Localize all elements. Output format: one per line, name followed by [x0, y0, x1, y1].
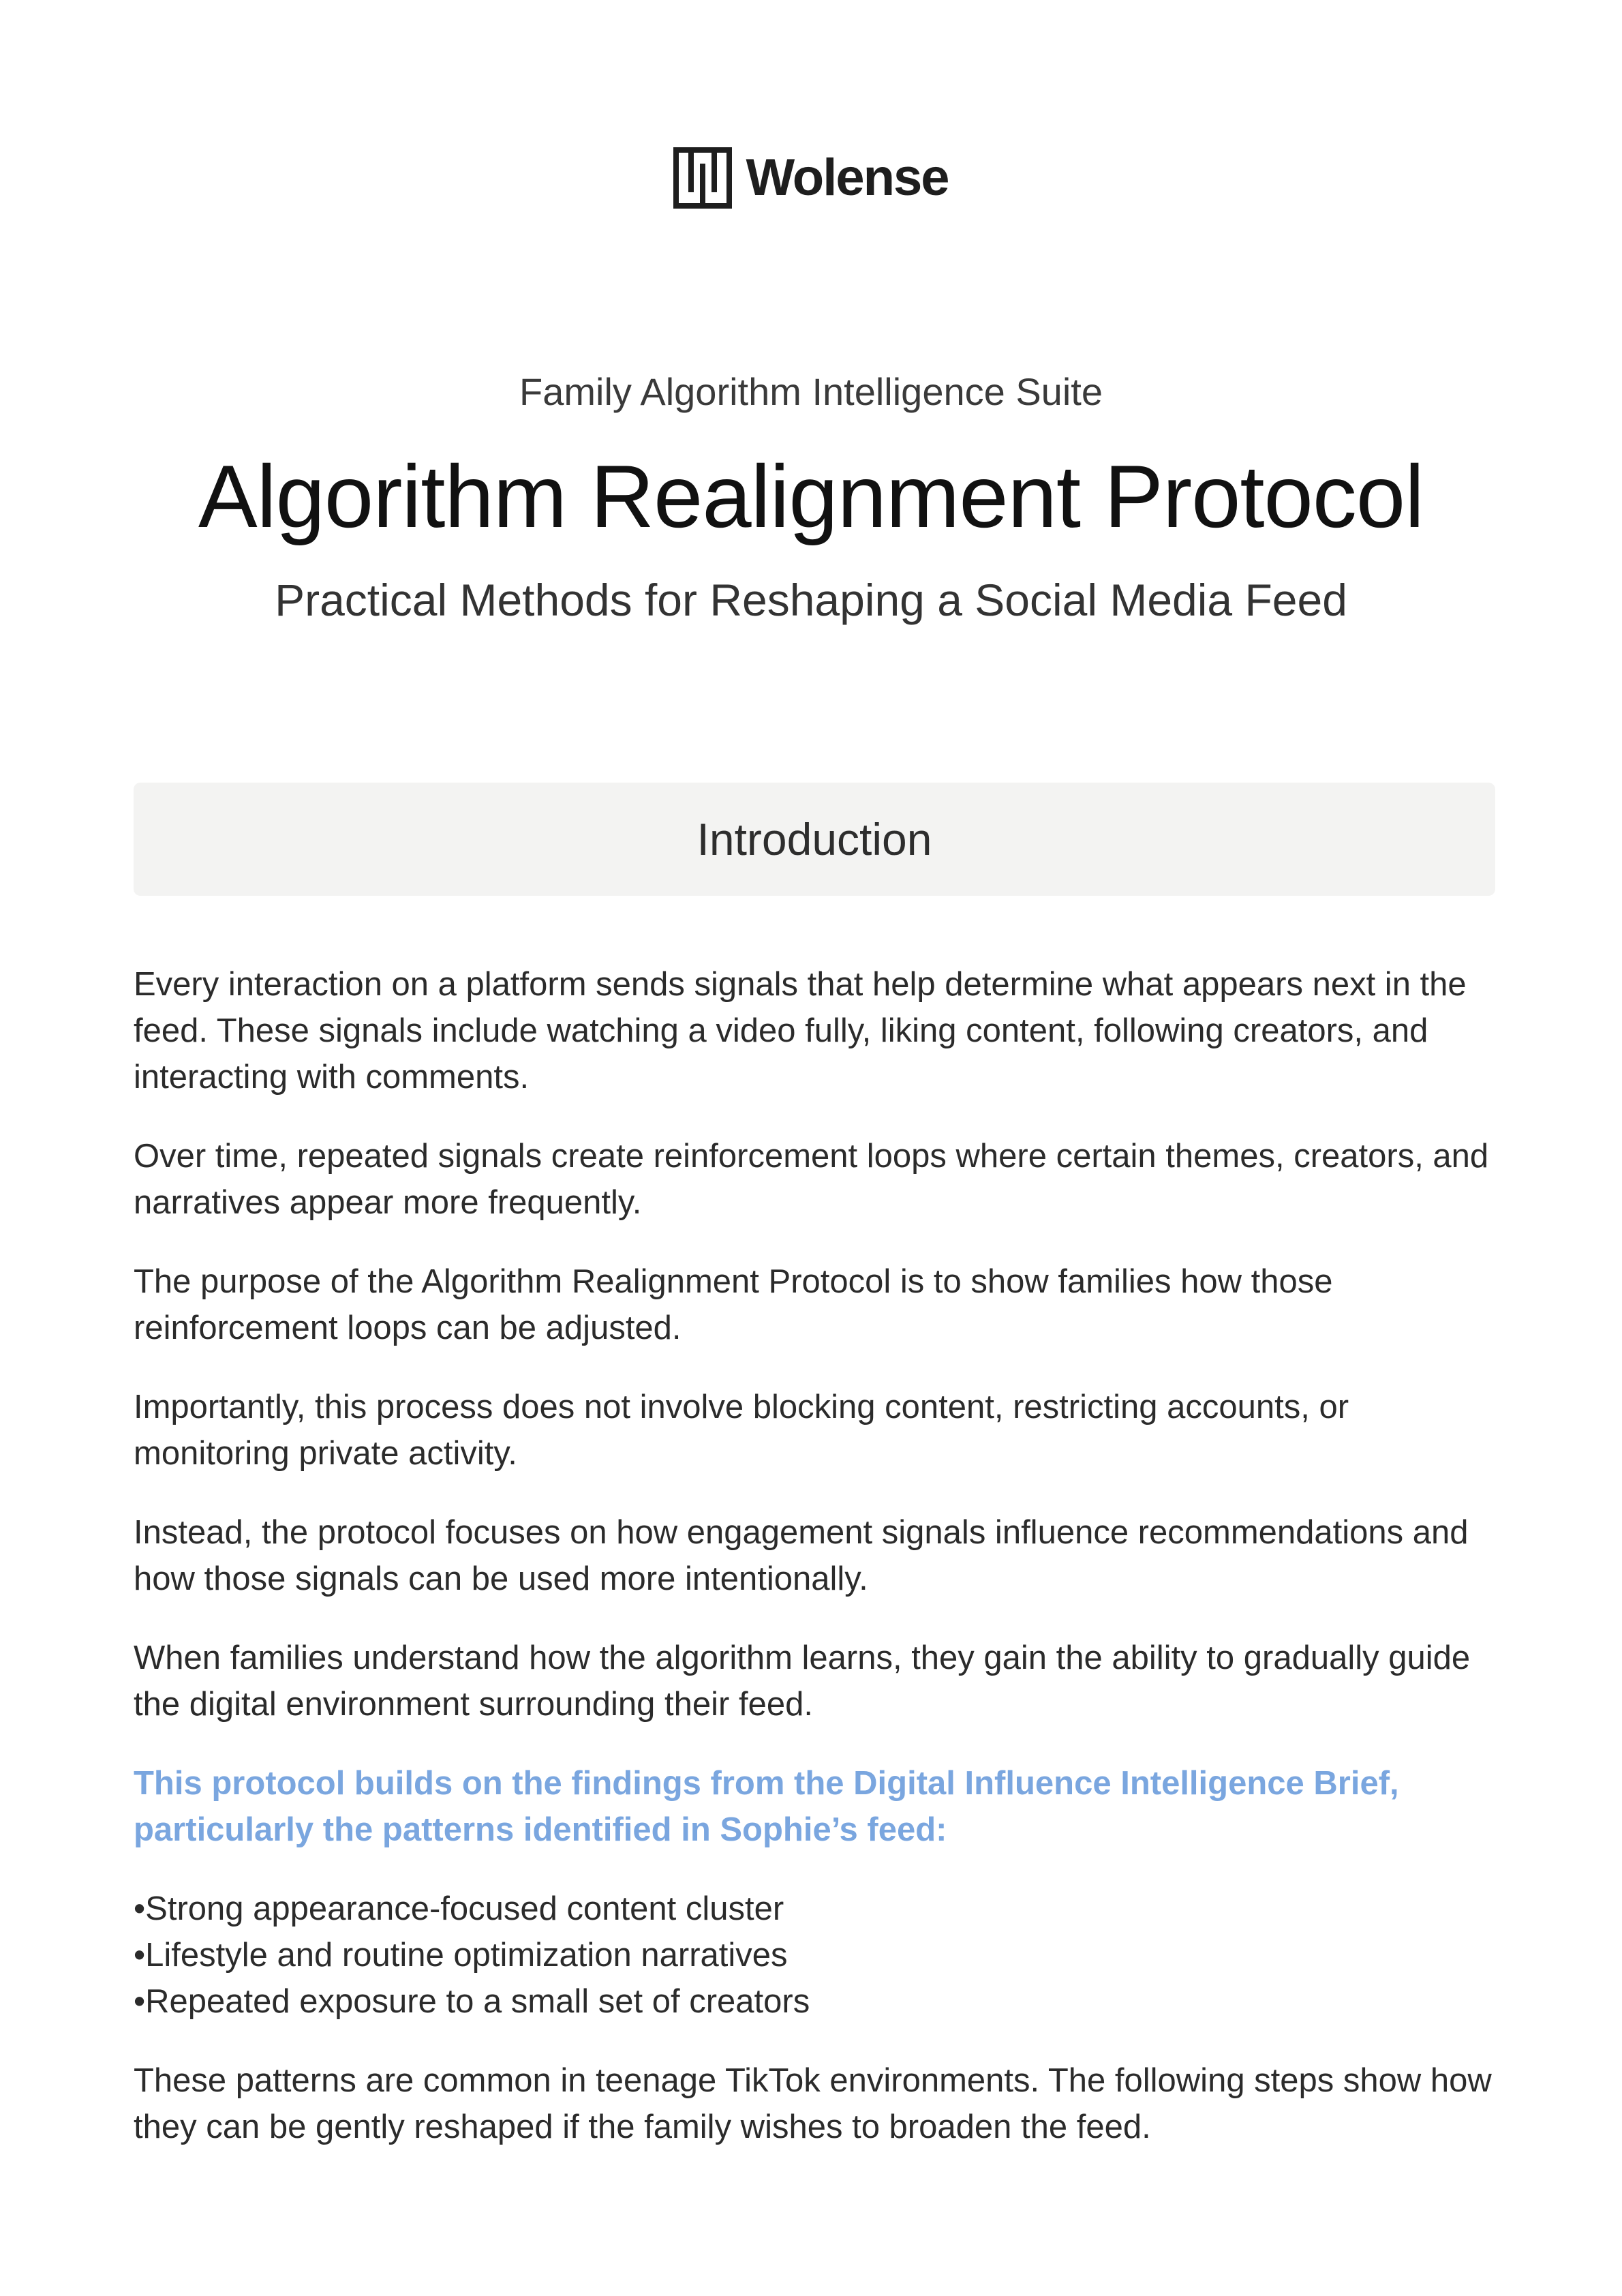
section-title: Introduction: [697, 814, 932, 864]
pattern-list: [134, 1886, 1497, 2025]
section-header: [134, 783, 1495, 896]
highlight-paragraph: This protocol builds on the findings from the Digital Influence Intelligence Brief, particularly the patterns identified in Sophie’s feed:: [134, 1765, 1399, 1848]
body-content: [134, 961, 1497, 2183]
paragraph: Importantly, this process does not involve blocking content, restricting accounts, or monitoring private activity.: [134, 1389, 1349, 1472]
paragraph: Every interaction on a platform sends signals that help determine what appears next in the feed. These signals include watching a video fully, liking content, following creators, and interacting with comments.: [134, 966, 1467, 1096]
wolense-logo-mark-icon: [673, 147, 732, 209]
paragraph: When families understand how the algorithm learns, they gain the ability to gradually guide the digital environment surrounding their feed.: [134, 1640, 1471, 1723]
list-item: • Strong appearance-focused content cluster: [134, 1886, 1497, 1932]
suite-label: Family Algorithm Intelligence Suite: [519, 370, 1103, 413]
paragraph: The purpose of the Algorithm Realignment Protocol is to show families how those reinforcement loops can be adjusted.: [134, 1263, 1333, 1346]
paragraph: Over time, repeated signals create reinforcement loops where certain themes, creators, and narratives appear more frequently.: [134, 1138, 1489, 1221]
page-subtitle: Practical Methods for Reshaping a Social Media Feed: [275, 575, 1347, 625]
brand-logo: [0, 147, 1622, 209]
brand-name: Wolense: [746, 149, 949, 207]
closing-paragraph: These patterns are common in teenage TikTok environments. The following steps show how they can be gently reshaped if the family wishes to broaden the feed.: [134, 2062, 1492, 2145]
list-item: • Repeated exposure to a small set of creators: [134, 1978, 1497, 2025]
list-item: • Lifestyle and routine optimization narratives: [134, 1932, 1497, 1978]
paragraph: Instead, the protocol focuses on how engagement signals influence recommendations and how those signals can be used more intentionally.: [134, 1514, 1469, 1597]
page-title: Algorithm Realignment Protocol: [198, 447, 1424, 546]
